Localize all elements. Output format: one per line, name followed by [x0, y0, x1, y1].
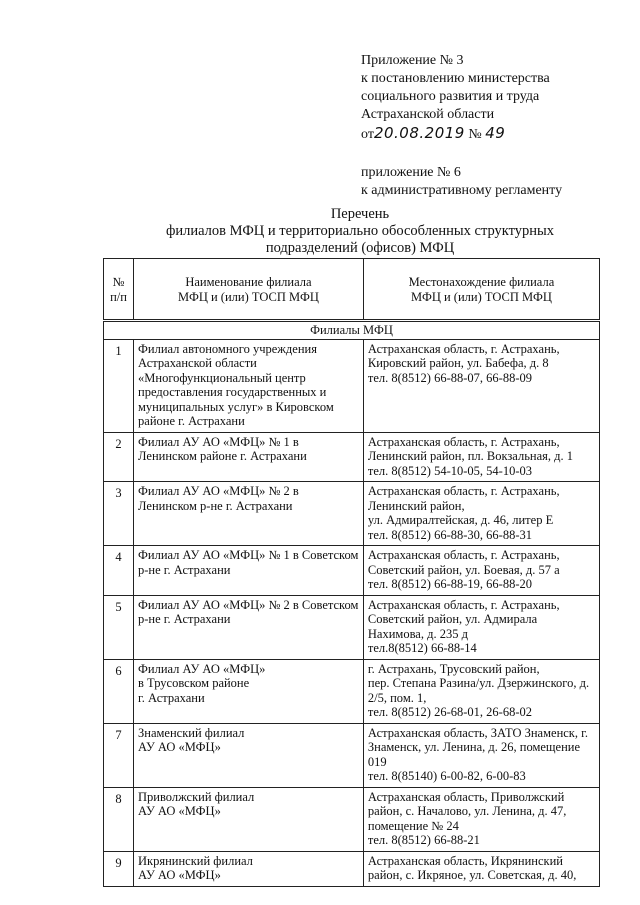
row-number: 4 — [104, 546, 134, 596]
table-row — [104, 723, 600, 787]
row-number: 2 — [104, 432, 134, 482]
branches-table — [103, 258, 600, 887]
appendix-reference-line: социального развития и труда — [361, 89, 540, 104]
title-line: Перечень — [330, 206, 390, 222]
table-row — [104, 595, 600, 659]
branch-name: Икрянинский филиал АУ АО «МФЦ» — [134, 851, 364, 886]
branch-address: Астраханская область, г. Астрахань, Советский район, ул. Адмирала Нахимова, д. 235 д тел.8(8512) 66-88-14 — [363, 595, 599, 659]
table-row — [104, 851, 600, 886]
column-header-name: Наименование филиала МФЦ и (или) ТОСП МФЦ — [134, 259, 364, 321]
handwritten-date: 20.08.2019 — [373, 124, 465, 142]
branch-name: Приволжский филиал АУ АО «МФЦ» — [134, 787, 364, 851]
table-row — [104, 787, 600, 851]
appendix-reference-line: Астраханской области — [361, 107, 495, 122]
row-number: 8 — [104, 787, 134, 851]
row-number: 9 — [104, 851, 134, 886]
branch-name: Филиал АУ АО «МФЦ» № 1 в Советском р-не г. Астрахани — [134, 546, 364, 596]
table-row — [104, 339, 600, 432]
branch-address: г. Астрахань, Трусовский район, пер. Степана Разина/ул. Дзержинского, д. 2/5, пом. 1, тел. 8(8512) 26-68-01, 26-68-02 — [363, 659, 599, 723]
branch-address: Астраханская область, г. Астрахань, Советский район, ул. Боевая, д. 57 а тел. 8(8512) 66-88-19, 66-88-20 — [363, 546, 599, 596]
table-row — [104, 659, 600, 723]
row-number: 3 — [104, 482, 134, 546]
document-title — [130, 206, 590, 257]
row-number: 7 — [104, 723, 134, 787]
branch-name: Филиал АУ АО «МФЦ» № 1 в Ленинском районе г. Астрахани — [134, 432, 364, 482]
branch-name: Филиал АУ АО «МФЦ» № 2 в Ленинском р-не г. Астрахани — [134, 482, 364, 546]
column-header-address: Местонахождение филиала МФЦ и (или) ТОСП МФЦ — [363, 259, 599, 321]
branch-address: Астраханская область, ЗАТО Знаменск, г. Знаменск, ул. Ленина, д. 26, помещение 019 тел. 8(85140) 6-00-82, 6-00-83 — [363, 723, 599, 787]
column-header-number: № п/п — [104, 259, 134, 321]
title-line: подразделений (офисов) МФЦ — [265, 240, 455, 256]
table-header-row — [104, 259, 600, 321]
branch-address: Астраханская область, Приволжский район, с. Началово, ул. Ленина, д. 47, помещение № 24 тел. 8(8512) 66-88-21 — [363, 787, 599, 851]
number-prefix: № — [468, 127, 482, 142]
branch-name: Филиал автономного учреждения Астраханской области «Многофункциональный центр предоставления государственных и муниципальных услуг» в Кировском районе г. Астрахани — [134, 339, 364, 432]
branch-name: Филиал АУ АО «МФЦ» № 2 в Советском р-не г. Астрахани — [134, 595, 364, 659]
branch-address: Астраханская область, г. Астрахань, Ленинский район, пл. Вокзальная, д. 1 тел. 8(8512) 54-10-05, 54-10-03 — [363, 432, 599, 482]
appendix-date-line — [361, 124, 621, 144]
branch-address: Астраханская область, Икрянинский район, с. Икряное, ул. Советская, д. 40, — [363, 851, 599, 886]
branch-address: Астраханская область, г. Астрахань, Ленинский район, ул. Адмиралтейская, д. 46, литер Е тел. 8(8512) 66-88-30, 66-88-31 — [363, 482, 599, 546]
branch-name: Филиал АУ АО «МФЦ» в Трусовском районе г. Астрахани — [134, 659, 364, 723]
branch-name: Знаменский филиал АУ АО «МФЦ» — [134, 723, 364, 787]
row-number: 6 — [104, 659, 134, 723]
regulation-appendix-number: приложение № 6 — [361, 165, 461, 180]
title-line: филиалов МФЦ и территориально обособленных структурных — [165, 223, 555, 239]
section-title: Филиалы МФЦ — [104, 321, 600, 340]
row-number: 1 — [104, 339, 134, 432]
date-prefix: от — [361, 127, 374, 142]
appendix-header — [361, 52, 621, 200]
appendix-number: Приложение № 3 — [361, 53, 464, 68]
table-section-row — [104, 321, 600, 340]
table-row — [104, 482, 600, 546]
branch-address: Астраханская область, г. Астрахань, Кировский район, ул. Бабефа, д. 8 тел. 8(8512) 66-88-07, 66-88-09 — [363, 339, 599, 432]
row-number: 5 — [104, 595, 134, 659]
regulation-appendix-reference: к административному регламенту — [361, 183, 563, 198]
handwritten-number: 49 — [485, 124, 506, 142]
table-row — [104, 546, 600, 596]
table-row — [104, 432, 600, 482]
appendix-reference-line: к постановлению министерства — [361, 71, 550, 86]
